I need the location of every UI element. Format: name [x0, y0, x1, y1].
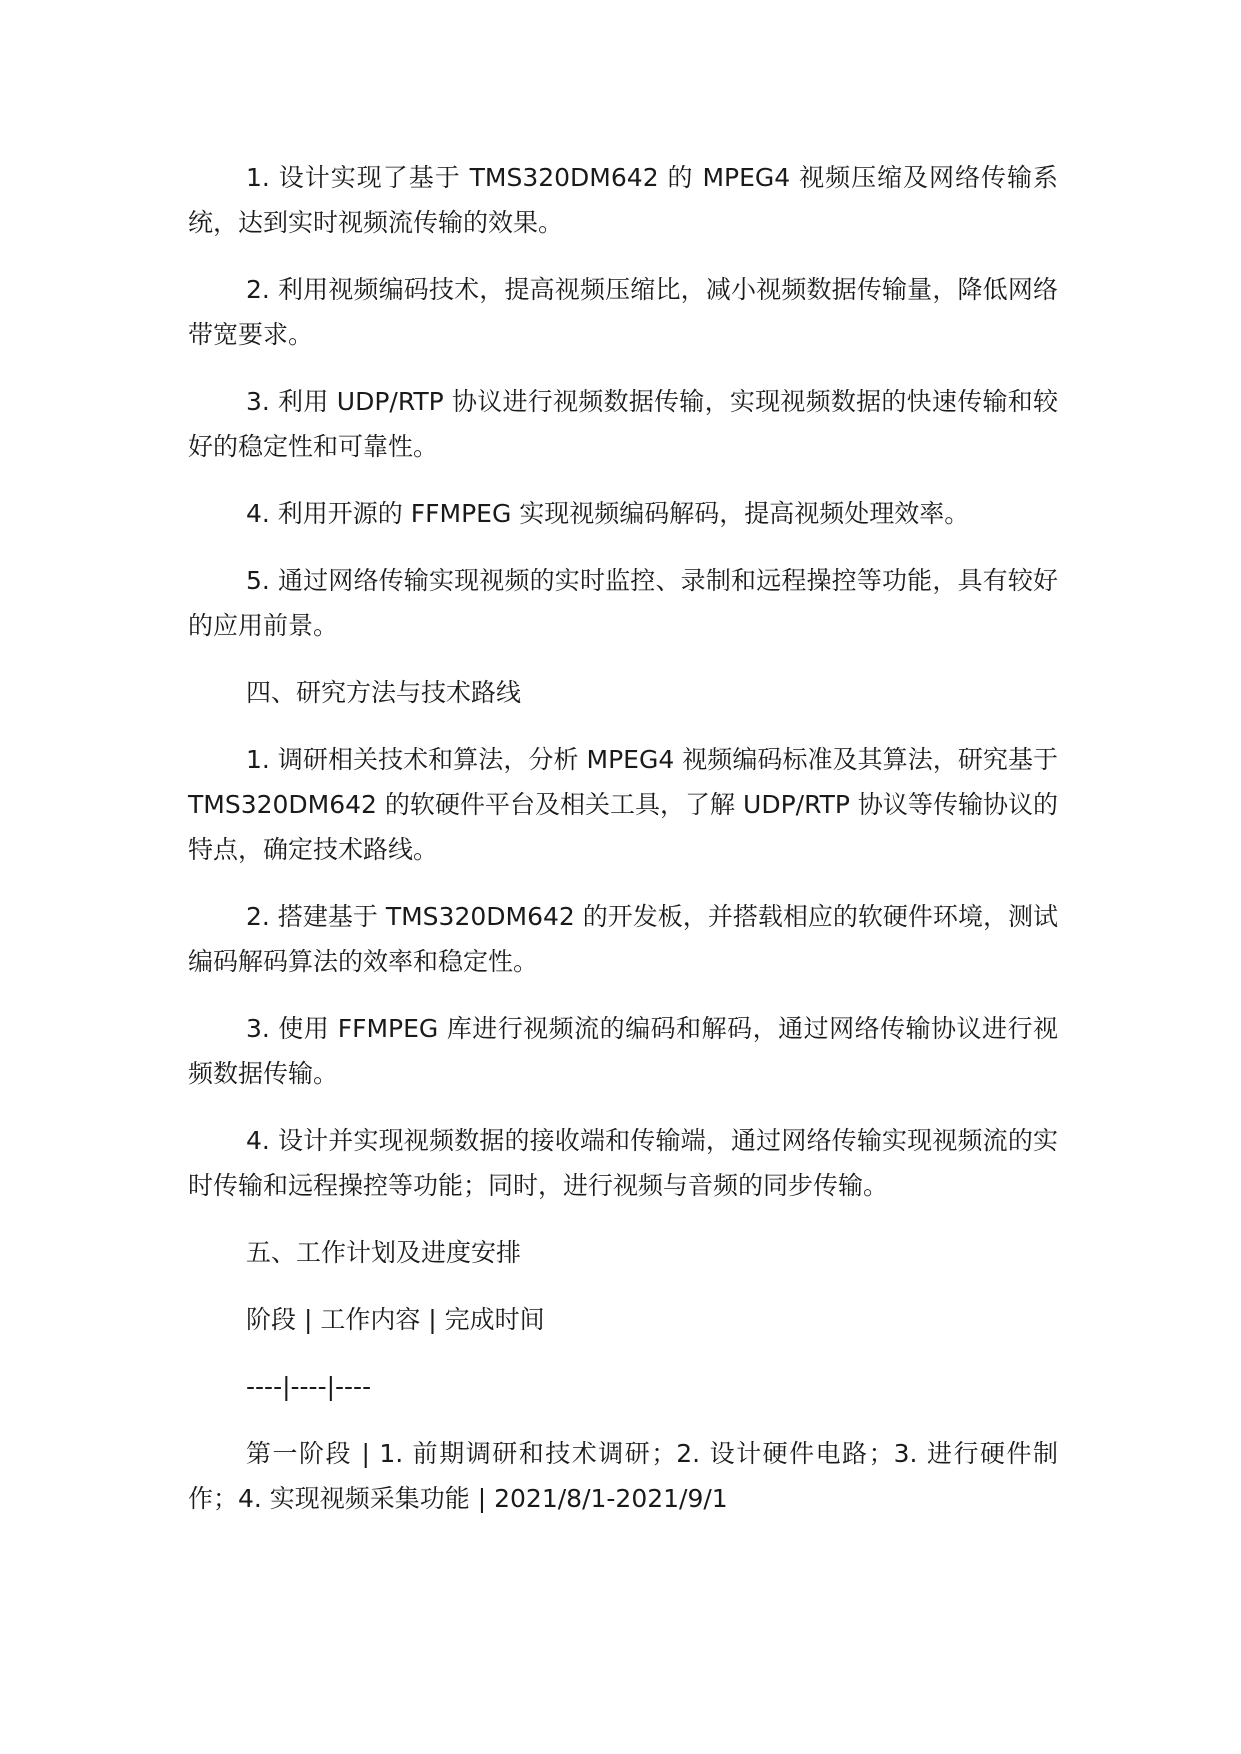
paragraph-result-3: 3. 利用 UDP/RTP 协议进行视频数据传输，实现视频数据的快速传输和较好的稳定性和可靠性。 — [188, 387, 1058, 461]
section-heading-methods: 四、研究方法与技术路线 — [246, 678, 522, 707]
document-body — [188, 155, 1058, 1543]
paragraph-method-1: 1. 调研相关技术和算法，分析 MPEG4 视频编码标准及其算法，研究基于 TMS320DM642 的软硬件平台及相关工具，了解 UDP/RTP 协议等传输协议的特点，确定技术路线。 — [188, 745, 1058, 864]
paragraph-result-4: 4. 利用开源的 FFMPEG 实现视频编码解码，提高视频处理效率。 — [246, 499, 970, 528]
paragraph-result-5: 5. 通过网络传输实现视频的实时监控、录制和远程操控等功能，具有较好的应用前景。 — [188, 566, 1058, 640]
table-row-stage-1: 第一阶段 | 1. 前期调研和技术调研；2. 设计硬件电路；3. 进行硬件制作；4. 实现视频采集功能 | 2021/8/1-2021/9/1 — [188, 1439, 1058, 1513]
paragraph-method-2: 2. 搭建基于 TMS320DM642 的开发板，并搭载相应的软硬件环境，测试编码解码算法的效率和稳定性。 — [188, 902, 1058, 976]
paragraph-method-4: 4. 设计并实现视频数据的接收端和传输端，通过网络传输实现视频流的实时传输和远程操控等功能；同时，进行视频与音频的同步传输。 — [188, 1126, 1058, 1200]
table-header-row: 阶段 | 工作内容 | 完成时间 — [246, 1305, 545, 1334]
paragraph-result-1: 1. 设计实现了基于 TMS320DM642 的 MPEG4 视频压缩及网络传输系统，达到实时视频流传输的效果。 — [188, 163, 1058, 237]
section-heading-plan: 五、工作计划及进度安排 — [246, 1238, 522, 1267]
paragraph-result-2: 2. 利用视频编码技术，提高视频压缩比，减小视频数据传输量，降低网络带宽要求。 — [188, 275, 1058, 349]
table-separator-row: ----|----|---- — [246, 1372, 372, 1401]
paragraph-method-3: 3. 使用 FFMPEG 库进行视频流的编码和解码，通过网络传输协议进行视频数据传输。 — [188, 1014, 1058, 1088]
